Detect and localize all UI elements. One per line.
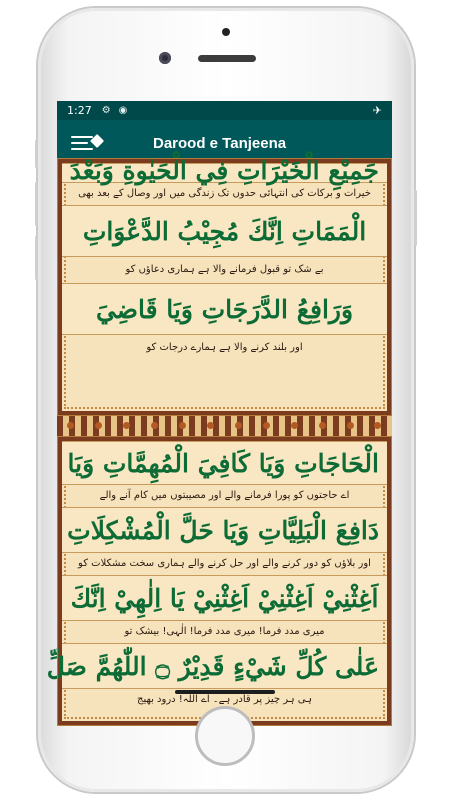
arabic-line: جَمِيْعِ الْخَيْرَاتِ فِي الْحَيٰوةِ وَبَعْدَ bbox=[62, 163, 387, 183]
arabic-line: دَافِعَ الْبَلِيَّاتِ وَيَا حَلَّ الْمُشْكِلَاتِ bbox=[62, 507, 387, 553]
status-time: 1:27 bbox=[67, 104, 92, 117]
arabic-line: وَرَافِعُ الدَّرَجَاتِ وَيَا قَاضِيَ bbox=[62, 283, 387, 335]
airplane-icon: ✈ bbox=[372, 104, 382, 117]
urdu-translation: اور بلند کرنے والا ہے ہمارے درجات کو bbox=[146, 342, 303, 353]
settings-icon: ⚙ bbox=[101, 105, 111, 116]
front-camera bbox=[159, 52, 171, 64]
arabic-line: الْمَمَاتِ اِنَّكَ مُجِيْبُ الدَّعْوَاتِ bbox=[62, 205, 387, 257]
status-bar bbox=[57, 101, 392, 120]
navigation-gesture-bar[interactable] bbox=[175, 690, 275, 694]
urdu-translation: خیرات و برکات کی انتہائی حدوں تک زندگی میں اور وصال کے بعد بھی bbox=[78, 188, 371, 199]
arabic-line: اَغِثْنِيْ اَغِثْنِيْ اَغِثْنِيْ يَا اِلٰهِيْ اِنَّكَ bbox=[62, 575, 387, 621]
darood-page-image bbox=[46, 156, 392, 705]
urdu-translation: بے شک تو قبول فرمانے والا ہے ہماری دعاؤں کو bbox=[125, 264, 324, 275]
urdu-translation: اور بلاؤں کو دور کرنے والے اور حل کرنے والے ہماری سخت مشکلات کو bbox=[78, 558, 371, 569]
phone-screen bbox=[46, 101, 392, 705]
page-title: Darood e Tanjeena bbox=[153, 134, 287, 152]
ornamental-divider bbox=[57, 416, 392, 436]
record-icon: ◉ bbox=[118, 105, 128, 116]
volume-button bbox=[35, 236, 38, 280]
arabic-line: عَلٰى كُلِّ شَيْءٍ قَدِيْرٌ ۝ اللّٰهُمَّ صَلِّ bbox=[62, 643, 387, 689]
power-button bbox=[414, 190, 417, 246]
earpiece-speaker bbox=[198, 55, 256, 62]
urdu-translation: میری مدد فرما! میری مدد فرما! الٰہی! بیشک تو bbox=[124, 626, 325, 637]
urdu-translation: ہی ہر چیز پر قادر ہے۔ اے اللہ! درود بھیج bbox=[137, 694, 312, 705]
text-panel-top bbox=[57, 158, 392, 416]
home-button[interactable] bbox=[195, 706, 255, 766]
text-panel-bottom bbox=[46, 436, 392, 726]
arabic-line: الْحَاجَاتِ وَيَا كَافِيَ الْمُهِمَّاتِ وَيَا bbox=[62, 441, 387, 485]
urdu-translation: اے حاجتوں کو پورا فرمانے والے اور مصیبتوں میں کام آنے والے bbox=[99, 490, 350, 501]
volume-button bbox=[35, 140, 38, 168]
volume-button bbox=[35, 182, 38, 226]
sensor-dot bbox=[222, 28, 230, 36]
